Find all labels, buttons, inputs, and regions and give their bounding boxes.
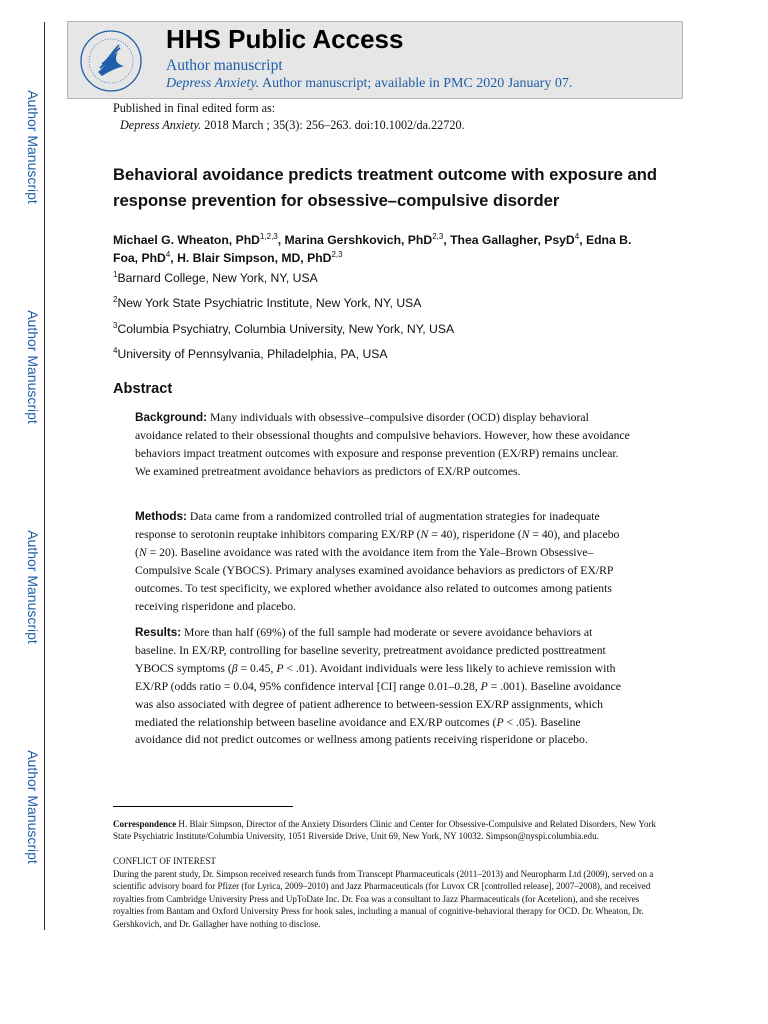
sidebar-rule <box>44 22 45 930</box>
sidebar-label-author-manuscript: Author Manuscript <box>25 90 41 204</box>
sidebar-label-author-manuscript: Author Manuscript <box>25 750 41 864</box>
hhs-title: HHS Public Access <box>166 24 404 54</box>
author: Michael G. Wheaton, PhD <box>113 233 260 247</box>
abstract-heading: Abstract <box>113 381 173 397</box>
hhs-subtitle: Author manuscript <box>166 57 283 74</box>
article-title: Behavioral avoidance predicts treatment outcome with exposure and response prevention for obsessive–compulsive disorder <box>113 165 658 210</box>
affiliation: $^4$University of Pennsylvania, Philadelphia, PA, USA <box>113 346 388 361</box>
conflict-of-interest-heading: CONFLICT OF INTEREST <box>113 856 216 866</box>
correspondence-footnote: Correspondence H. Blair Simpson, Director of the Anxiety Disorders Clinic and Center for Obsessive-Compulsive and Related Disorders, New York State Psychiatric Institute/Columbia University, 1051 Riverside Drive, Unit 69, New York, NY 10032. Simpson@nyspi.columbia.edu. <box>113 819 657 842</box>
abstract-background: Background: Many individuals with obsessive–compulsive disorder (OCD) display behavioral avoidance related to their obsessional thoughts and compulsive behaviors. However, how these avoidance behaviors impact treatment outcomes with exposure and response prevention (EX/RP) remains unclear. We examined pretreatment avoidance behaviors as predictors of EX/RP outcomes. <box>135 411 630 478</box>
abstract-methods: Methods: Data came from a randomized controlled trial of augmentation strategies for inadequate response to serotonin reuptake inhibitors comparing EX/RP (N = 40), risperidone (N = 40), and placebo (N = 20). Baseline avoidance was rated with the avoidance item from the Yale–Brown Obsessive–Compulsive Scale (YBOCS). Primary analyses examined avoidance behaviors as predictors of EX/RP outcomes. To test specificity, we explored whether avoidance also related to outcomes among patients receiving risperidone and placebo. <box>135 510 620 613</box>
author-list: Michael G. Wheaton, PhD$^{1,2,3}$, Marina Gershkovich, PhD$^{2,3}$, Thea Gallagher, PsyD$^4$, Edna B. Foa, PhD$^4$, H. Blair Simpson, MD, PhD$^{2,3}$ <box>113 232 632 265</box>
author: H. Blair Simpson, MD, PhD <box>177 251 332 265</box>
sidebar-label-author-manuscript: Author Manuscript <box>25 530 41 644</box>
author: Edna B. Foa, PhD <box>113 233 632 265</box>
citation: 2018 March ; 35(3): 256–263. doi:10.1002/da.22720. <box>201 118 465 132</box>
author: Thea Gallagher, PsyD <box>450 233 575 247</box>
affiliation: $^3$Columbia Psychiatry, Columbia University, New York, NY, USA <box>113 321 455 336</box>
hhs-seal-icon <box>78 28 144 94</box>
author: Marina Gershkovich, PhD <box>284 233 433 247</box>
hhs-availability: Depress Anxiety. Author manuscript; available in PMC 2020 January 07. <box>166 76 573 91</box>
published-info: Published in final edited form as: Depress Anxiety. 2018 March ; 35(3): 256–263. doi:10.1002/da.22720. <box>113 101 465 132</box>
affiliation: $^1$Barnard College, New York, NY, USA <box>113 270 318 285</box>
affiliation: $^2$New York State Psychiatric Institute, New York, NY, USA <box>113 295 422 310</box>
conflict-of-interest-text: During the parent study, Dr. Simpson received research funds from Transcept Pharmaceuticals (2011–2013) and Neuropharm Ltd (2009), served on a scientific advisory board for Pfizer (for Lyrica, 2009–2010) and Jazz Pharmaceuticals (for Luvox CR [controlled release], 2007–2008), and received royalties from Cambridge University Press and UpToDate Inc. Dr. Foa was a consultant to Jazz Pharmaceuticals (for Acetelion), and she receives royalties from Bantam and Oxford University Press for book sales, including a manual of cognitive-behavioral therapy for OCD. Dr. Wheaton, Dr. Gershkovich, and Dr. Gallagher have nothing to disclose. <box>113 869 654 929</box>
hhs-header <box>67 21 683 99</box>
abstract-results: Results: More than half (69%) of the full sample had moderate or severe avoidance behaviors at baseline. In EX/RP, controlling for baseline severity, pretreatment avoidance predicted posttreatment YBOCS symptoms (β = 0.45, P < .01). Avoidant individuals were less likely to achieve remission with EX/RP (odds ratio = 0.04, 95% confidence interval [CI] range 0.01–0.28, P = .001). Baseline avoidance was also associated with degree of patient adherence to between-session EX/RP assignments, which mediated the relationship between baseline avoidance and EX/RP outcomes (P < .05). Baseline avoidance did not predict outcomes or wellness among patients receiving risperidone or placebo. <box>135 626 621 747</box>
sidebar-label-author-manuscript: Author Manuscript <box>25 310 41 424</box>
footnote-rule <box>113 806 293 807</box>
